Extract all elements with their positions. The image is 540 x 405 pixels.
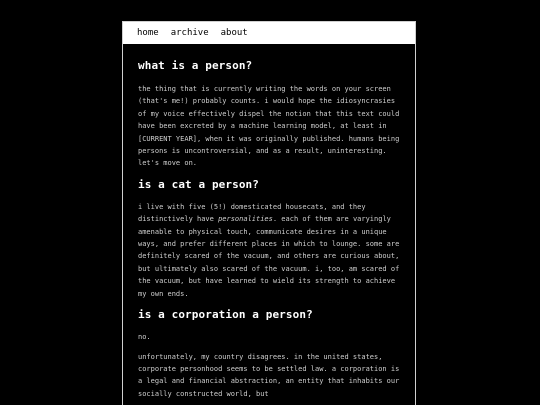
section-heading-corporation: is a corporation a person? [138,308,313,322]
section-heading-person: what is a person? [138,59,253,72]
nav-link-archive[interactable]: archive [170,28,209,38]
nav-link-home[interactable]: home [137,28,159,38]
paragraph-text: . each of them are varyingly amenable to physical touch, communicate desires in a unique ways, and prefer different places in which to lounge. some are definitely scared of the vacuum, and others are curious about, but ultimately also scared of the vacuum. i, too, am scared of the vacuum, but have learned to wield its strength to achieve my own ends. [138,215,400,298]
nav-link-about[interactable]: about [220,28,248,38]
section-heading-cat: is a cat a person? [138,177,260,191]
section-paragraph: no. [138,333,151,342]
paragraph-text: i live with five (5!) domesticated housecats, and they distinctively have [138,202,366,224]
page-container [122,21,416,405]
section-paragraph: the thing that is currently writing the words on your screen (that's me!) probably counts. i would hope the idiosyncrasies of my voice effectively dispel the notion that this text could have been excreted by a machine learning model, at least in [CURRENT YEAR], when it was originally published. humans being persons is uncontroversial, and as a result, uninteresting. let's move on. [138,85,400,168]
emphasis-text: personalities [218,215,273,224]
section-paragraph: unfortunately, my country disagrees. in the united states, corporate personhood seems to be settled law. a corporation is a legal and financial abstraction, an entity that inhabits our socially constructed world, but [138,352,400,398]
top-nav [123,22,415,44]
section-paragraph [138,201,401,300]
article-content [123,59,415,400]
